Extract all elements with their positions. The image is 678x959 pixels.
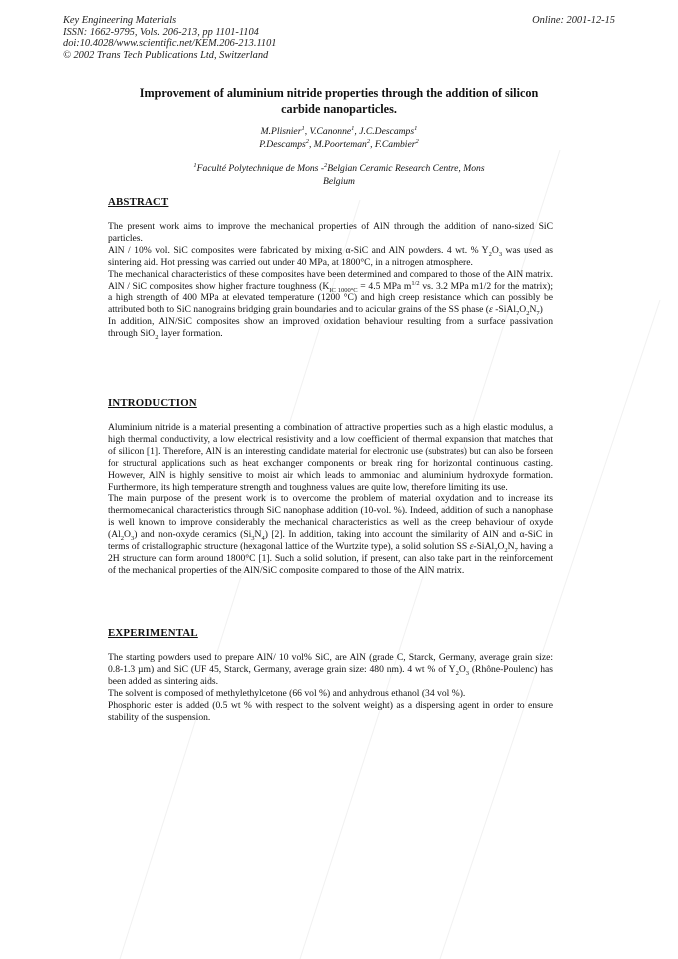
introduction-heading: INTRODUCTION [108, 397, 197, 409]
paragraph: AlN / 10% vol. SiC composites were fabricated by mixing α-SiC and AlN powders. 4 wt. % $Y_2O_3$ was used as sintering aid. Hot pressing was carried out under 40 MPa, at 1800°C, in a nitrogen atmosphere. [108, 244, 553, 268]
paragraph: Phosphoric ester is added (0.5 wt % with respect to the solvent weight) as a dispersing agent in order to ensure stability of the suspension. [108, 699, 553, 723]
issn-line: ISSN: 1662-9795, Vols. 206-213, pp 1101-1104 [63, 26, 259, 38]
title-line-2: carbide nanoparticles. [281, 102, 397, 116]
author-name: J.C.Descamps [359, 126, 415, 137]
author-name: F.Cambier [374, 138, 416, 150]
paper-title [100, 85, 578, 117]
publication-info [63, 15, 276, 61]
experimental-heading: EXPERIMENTAL [108, 627, 198, 639]
abstract-heading: ABSTRACT [108, 196, 169, 208]
paragraph: The mechanical characteristics of these composites have been determined and compared to those of the AlN matrix. AlN / SiC composites show higher fracture toughness ($K_{IC 1000^\circ C} = 4.5$ MPa $m^{1/2}$ vs. 3.2 MPa m1/2 for the matrix); a high strength of 400 MPa at elevated temperature (1200 °C) and high creep resistance which can possibly be attributed both to SiC nanograins bridging grain boundaries and to acicular grains of the SS phase (ε $-SiAl_7O_2N_7$) [108, 268, 553, 318]
author-list [100, 126, 578, 151]
title-line-1: Improvement of aluminium nitride properties through the addition of silicon [139, 86, 539, 100]
paragraph: In addition, AlN/SiC composites show an improved oxidation behaviour resulting from a surface passivation through SiO$_2$ layer formation. [108, 316, 553, 342]
copyright-line: © 2002 Trans Tech Publications Ltd, Switzerland [63, 49, 269, 61]
author-name: V.Canonne [309, 126, 352, 137]
journal-name: Key Engineering Materials [63, 15, 177, 26]
doi-line: doi:10.4028/www.scientific.net/KEM.206-213.1101 [63, 38, 277, 50]
author-name: M.Plisnier [260, 126, 302, 137]
author-name: P.Descamps [259, 138, 306, 150]
paragraph: The main purpose of the present work is to overcome the problem of material oxydation and to increase its thermomecanical characteristics through SiC nanophase addition (10-vol. %). Indeed, addition of such a nanophase is well known to improve considerably the mechanical characteristics as well as the creep behaviour of oxyde $(Al_2O_3)$ and non-oxyde ceramics $(Si_3N_4)$ [2]. In addition, taking into account the similarity of AlN and α-SiC in terms of cristallographic structure (hexagonal lattice of the Wurtzite type), a solid solution SS $\varepsilon-SiAl_7O_2N_7$ having a 2H structure can form around 1800°C [1]. Such a solid solution, if present, can also take part in the reinforcement of the mechanical properties of the AlN/SiC composite compared to those of the AlN matrix. [108, 493, 553, 576]
author-name: M.Poorteman [313, 138, 367, 150]
paragraph: Aluminium nitride is a material presenting a combination of attractive properties such as a high elastic modulus, a high thermal conductivity, a low electrical resistivity and a low coefficient of thermal expansion that matches that of silicon [1]. Therefore, AlN is an interesting candidate material for electronic use (substrates) but can also be forseen for structural applications such as heat exchanger components or break ring for horizontal continuous casting. However, AlN is highly sensitive to moist air which leads to ammoniac and aluminium hydroxyde formation. Furthermore, its high temperature strength and toughness values are quite low, therefore limiting its use. [108, 422, 553, 493]
author-row-2: P.Descamps$^2$, M.Poorteman$^2$, F.Cambier$^2$ [259, 137, 419, 150]
paragraph: The present work aims to improve the mechanical properties of AlN through the addition of nano-sized SiC particles. [108, 221, 553, 244]
paragraph: The solvent is composed of methylethylcetone (66 vol %) and anhydrous ethanol (34 vol %). [108, 687, 466, 699]
affiliation-country: Belgium [323, 175, 355, 187]
affiliation: $^1$Faculté Polytechnique de Mons -$^2$Belgian Ceramic Research Centre, Mons Belgium [100, 163, 578, 188]
author-row-1: M.Plisnier$^1$, V.Canonne$^1$, J.C.Descamps$^1$ [260, 124, 418, 137]
experimental-body [108, 652, 553, 723]
introduction-body [108, 422, 553, 577]
paragraph: The starting powders used to prepare AlN/ 10 vol% SiC, are AlN (grade C, Starck, Germany, average grain size: 0.8-1.3 µm) and SiC (UF 45, Starck, Germany, average grain size: 480 nm). 4 wt % of $Y_2O_3$ (Rhône-Poulenc) has been added as sintering aids. [108, 652, 553, 687]
online-date: Online: 2001-12-15 [532, 15, 615, 26]
abstract-body [108, 221, 553, 340]
